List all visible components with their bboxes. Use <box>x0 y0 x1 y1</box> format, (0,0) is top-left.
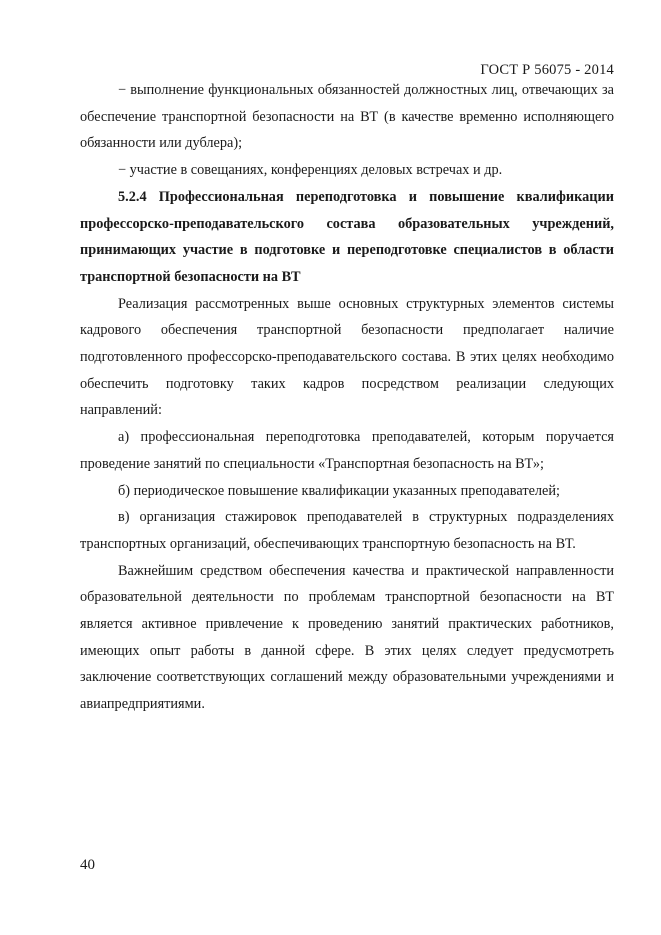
list-item-duties: − выполнение функциональных обязанностей должностных лиц, отвечающих за обеспечение транспортной безопасности на ВТ (в качестве временно исполняющего обязанности или дублера); <box>80 82 614 152</box>
list-item-a: а) профессиональная переподготовка преподавателей, которым поручается проведение занятий по специальности «Транспортная безопасность на ВТ»; <box>80 429 614 472</box>
page-body <box>80 77 614 718</box>
document-code-header: ГОСТ Р 56075 - 2014 <box>480 62 614 78</box>
paragraph-conclusion: Важнейшим средством обеспечения качества и практической направленности образовательной деятельности по проблемам транспортной безопасности на ВТ является активное привлечение к проведению занятий практических работников, имеющих опыт работы в данной сфере. В этих целях следует предусмотреть заключение соответствующих соглашений между образовательными учреждениями и авиапредприятиями. <box>80 562 614 713</box>
list-item-c: в) организация стажировок преподавателей в структурных подразделениях транспортных организаций, обеспечивающих транспортную безопасность на ВТ. <box>80 509 614 552</box>
list-item-meetings: − участие в совещаниях, конференциях деловых встречах и др. <box>118 162 503 179</box>
list-item-b: б) периодическое повышение квалификации указанных преподавателей; <box>118 482 561 499</box>
paragraph-intro: Реализация рассмотренных выше основных структурных элементов системы кадрового обеспечения транспортной безопасности предполагает наличие подготовленного профессорско-преподавательского состава. В этих целях необходимо обеспечить подготовку таких кадров посредством реализации следующих направлений: <box>80 295 614 419</box>
section-heading: 5.2.4 Профессиональная переподготовка и повышение квалификации профессорско-преподавательского состава образовательных учреждений, принимающих участие в подготовке и переподготовке специалистов в области транспортной безопасности на ВТ <box>80 188 614 285</box>
page-number: 40 <box>80 857 95 873</box>
